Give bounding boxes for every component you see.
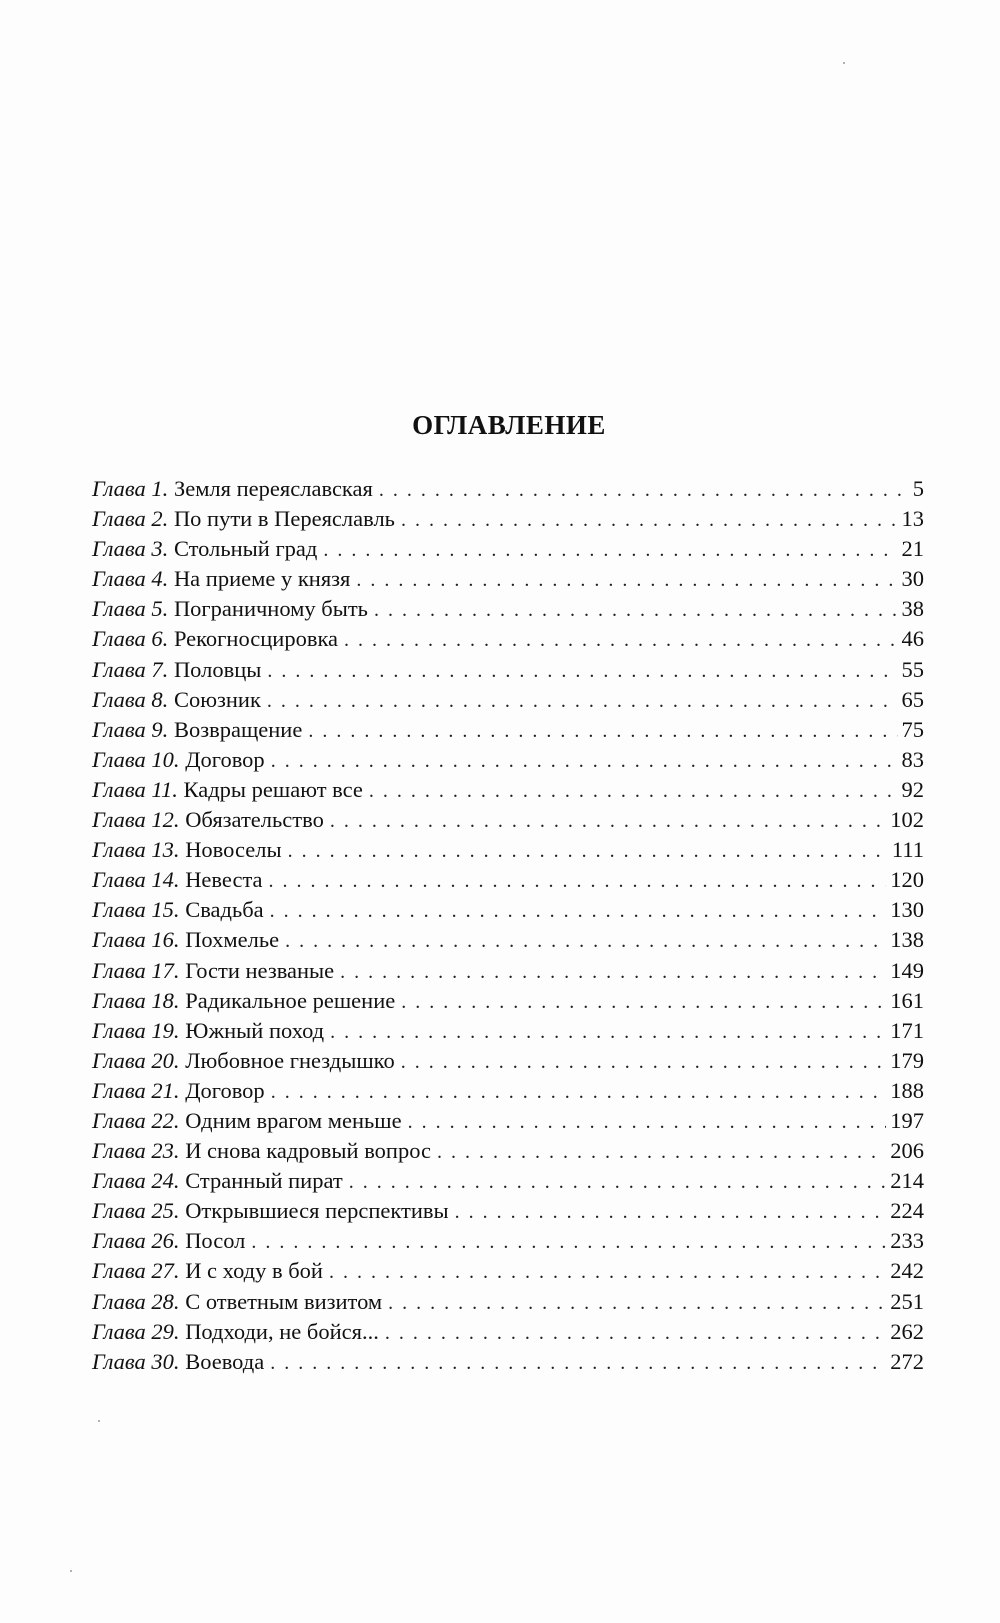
page-number: 251: [890, 1288, 924, 1314]
page-number: 75: [901, 716, 924, 742]
toc-entry-label: [92, 1226, 245, 1256]
chapter-title: И с ходу в бой: [185, 1258, 323, 1284]
dot-leader: [455, 1197, 887, 1227]
page-number: 242: [890, 1258, 924, 1284]
toc-entry: [92, 715, 924, 745]
chapter-title: Странный пират: [185, 1168, 343, 1194]
page-number: 92: [901, 776, 924, 802]
chapter-number: Глава 4.: [92, 566, 169, 592]
toc-entry-label: [92, 835, 282, 865]
scan-speck: [70, 1570, 72, 1572]
toc-entry: [92, 655, 924, 685]
dot-leader: [308, 716, 897, 746]
dot-leader: [356, 565, 897, 595]
chapter-number: Глава 16.: [92, 927, 180, 953]
chapter-title: Гости незваные: [185, 957, 335, 983]
toc-entry-label: [92, 1136, 431, 1166]
table-of-contents: [92, 474, 924, 1377]
toc-entry: [92, 1046, 924, 1076]
chapter-title: Договор: [185, 1077, 265, 1103]
page-number: 130: [890, 897, 924, 923]
page-number: 21: [901, 536, 924, 562]
toc-entry: [92, 835, 924, 865]
toc-entry: [92, 1347, 924, 1377]
toc-entry-label: [92, 685, 261, 715]
toc-entry-label: [92, 805, 324, 835]
toc-entry: [92, 1196, 924, 1226]
page-title: ОГЛАВЛЕНИЕ: [412, 410, 606, 441]
page-number: 65: [901, 686, 924, 712]
chapter-number: Глава 10.: [92, 746, 180, 772]
dot-leader: [271, 746, 898, 776]
chapter-title: Южный поход: [185, 1017, 325, 1043]
chapter-number: Глава 1.: [92, 476, 169, 501]
chapter-number: Глава 29.: [92, 1318, 180, 1344]
chapter-title: Одним врагом меньше: [185, 1107, 402, 1133]
toc-entry-label: [92, 1166, 343, 1196]
chapter-title: Подходи, не бойся...: [185, 1318, 379, 1344]
toc-entry: [92, 685, 924, 715]
toc-entry: [92, 474, 924, 504]
dot-leader: [385, 1318, 886, 1348]
dot-leader: [251, 1227, 886, 1257]
chapter-number: Глава 12.: [92, 807, 180, 833]
chapter-title: Рекогносцировка: [173, 626, 339, 652]
chapter-number: Глава 21.: [92, 1077, 180, 1103]
toc-entry-label: [92, 534, 317, 564]
toc-entry-label: [92, 1317, 379, 1347]
dot-leader: [401, 505, 898, 535]
toc-entry-label: [92, 1287, 382, 1317]
dot-leader: [330, 806, 886, 836]
toc-entry: [92, 986, 924, 1016]
chapter-title: Возвращение: [173, 716, 303, 742]
chapter-number: Глава 14.: [92, 867, 180, 893]
toc-entry-label: [92, 775, 363, 805]
toc-entry-label: [92, 1256, 323, 1286]
chapter-number: Глава 13.: [92, 837, 180, 863]
dot-leader: [270, 1348, 886, 1378]
chapter-title: Земля переяславская: [173, 476, 373, 501]
chapter-title: На приеме у князя: [173, 566, 351, 592]
dot-leader: [369, 776, 898, 806]
page-number: 171: [890, 1017, 924, 1043]
toc-entry-label: [92, 986, 395, 1016]
dot-leader: [288, 836, 888, 866]
chapter-title: Воевода: [185, 1348, 265, 1374]
chapter-title: Обязательство: [185, 807, 324, 833]
toc-entry-label: [92, 624, 338, 654]
chapter-title: Свадьба: [185, 897, 264, 923]
chapter-title: И снова кадровый вопрос: [185, 1138, 432, 1164]
page-number: 111: [891, 837, 924, 863]
chapter-number: Глава 18.: [92, 987, 180, 1013]
toc-entry: [92, 1106, 924, 1136]
toc-entry-label: [92, 655, 261, 685]
toc-entry-label: [92, 1076, 265, 1106]
page-number: 83: [901, 746, 924, 772]
dot-leader: [270, 896, 887, 926]
scan-speck: [98, 1420, 100, 1422]
toc-entry: [92, 865, 924, 895]
page-number: 55: [901, 656, 924, 682]
toc-entry-label: [92, 956, 334, 986]
chapter-title: Радикальное решение: [185, 987, 396, 1013]
toc-entry: [92, 1136, 924, 1166]
dot-leader: [401, 987, 886, 1017]
chapter-number: Глава 19.: [92, 1017, 180, 1043]
chapter-number: Глава 23.: [92, 1138, 180, 1164]
chapter-title: Кадры решают все: [183, 776, 363, 802]
dot-leader: [349, 1167, 887, 1197]
toc-entry: [92, 956, 924, 986]
chapter-number: Глава 26.: [92, 1228, 180, 1254]
chapter-number: Глава 8.: [92, 686, 169, 712]
dot-leader: [267, 686, 898, 716]
page-number: 5: [912, 476, 924, 501]
toc-entry: [92, 504, 924, 534]
toc-entry-label: [92, 865, 263, 895]
page-number: 46: [901, 626, 924, 652]
toc-entry: [92, 534, 924, 564]
dot-leader: [323, 535, 897, 565]
page-number: 206: [890, 1138, 924, 1164]
page-number: 262: [890, 1318, 924, 1344]
toc-entry: [92, 775, 924, 805]
chapter-title: Похмелье: [185, 927, 280, 953]
toc-entry: [92, 1226, 924, 1256]
page-number: 149: [890, 957, 924, 983]
dot-leader: [329, 1257, 886, 1287]
chapter-number: Глава 11.: [92, 776, 178, 802]
page-number: 38: [901, 596, 924, 622]
chapter-number: Глава 2.: [92, 506, 169, 532]
toc-entry: [92, 895, 924, 925]
dot-leader: [374, 595, 898, 625]
chapter-number: Глава 20.: [92, 1047, 180, 1073]
dot-leader: [344, 625, 897, 655]
toc-entry-label: [92, 1196, 449, 1226]
toc-entry: [92, 805, 924, 835]
page-number: 120: [890, 867, 924, 893]
page-number: 214: [890, 1168, 924, 1194]
chapter-title: Союзник: [173, 686, 261, 712]
chapter-title: Невеста: [185, 867, 263, 893]
chapter-title: Пограничному быть: [173, 596, 368, 622]
toc-entry-label: [92, 1046, 395, 1076]
chapter-number: Глава 24.: [92, 1168, 180, 1194]
chapter-number: Глава 25.: [92, 1198, 180, 1224]
toc-entry: [92, 1016, 924, 1046]
chapter-title: Новоселы: [185, 837, 282, 863]
toc-entry-label: [92, 564, 350, 594]
toc-entry-label: [92, 925, 279, 955]
scan-speck: [843, 62, 845, 64]
page-number: 197: [890, 1107, 924, 1133]
chapter-title: Половцы: [173, 656, 262, 682]
chapter-title: Открывшиеся перспективы: [185, 1198, 449, 1224]
toc-entry-label: [92, 504, 395, 534]
chapter-number: Глава 7.: [92, 656, 169, 682]
toc-entry: [92, 1287, 924, 1317]
toc-entry: [92, 1256, 924, 1286]
chapter-number: Глава 5.: [92, 596, 169, 622]
chapter-number: Глава 15.: [92, 897, 180, 923]
dot-leader: [271, 1077, 887, 1107]
toc-entry: [92, 594, 924, 624]
chapter-number: Глава 6.: [92, 626, 169, 652]
toc-entry: [92, 925, 924, 955]
dot-leader: [267, 656, 897, 686]
page-number: 102: [890, 807, 924, 833]
chapter-title: Любовное гнездышко: [185, 1047, 395, 1073]
toc-entry-label: [92, 895, 264, 925]
toc-entry: [92, 1317, 924, 1347]
dot-leader: [388, 1288, 886, 1318]
page-number: 30: [901, 566, 924, 592]
toc-entry-label: [92, 594, 368, 624]
dot-leader: [285, 926, 886, 956]
chapter-number: Глава 27.: [92, 1258, 180, 1284]
toc-entry-label: [92, 745, 265, 775]
toc-entry-label: [92, 1106, 402, 1136]
toc-entry: [92, 745, 924, 775]
dot-leader: [340, 957, 886, 987]
dot-leader: [401, 1047, 887, 1077]
toc-entry-label: [92, 1347, 264, 1377]
toc-entry: [92, 1166, 924, 1196]
chapter-number: Глава 17.: [92, 957, 180, 983]
chapter-number: Глава 22.: [92, 1107, 180, 1133]
chapter-number: Глава 28.: [92, 1288, 180, 1314]
page-number: 272: [890, 1348, 924, 1374]
page-number: 13: [901, 506, 924, 532]
dot-leader: [408, 1107, 887, 1137]
page-number: 161: [890, 987, 924, 1013]
toc-entry-label: [92, 1016, 324, 1046]
chapter-number: Глава 9.: [92, 716, 169, 742]
toc-entry: [92, 624, 924, 654]
page-number: 179: [890, 1047, 924, 1073]
dot-leader: [379, 475, 909, 505]
chapter-number: Глава 3.: [92, 536, 169, 562]
toc-entry-label: [92, 474, 373, 504]
page-number: 224: [890, 1198, 924, 1224]
page-number: 138: [890, 927, 924, 953]
dot-leader: [437, 1137, 886, 1167]
toc-entry-label: [92, 715, 302, 745]
dot-leader: [330, 1017, 886, 1047]
page-number: 188: [890, 1077, 924, 1103]
chapter-title: Договор: [185, 746, 265, 772]
chapter-number: Глава 30.: [92, 1348, 180, 1374]
chapter-title: Стольный град: [173, 536, 318, 562]
page-number: 233: [890, 1228, 924, 1254]
chapter-title: По пути в Переяславль: [173, 506, 395, 532]
toc-entry: [92, 1076, 924, 1106]
dot-leader: [269, 866, 887, 896]
chapter-title: Посол: [185, 1228, 246, 1254]
toc-entry: [92, 564, 924, 594]
chapter-title: С ответным визитом: [185, 1288, 383, 1314]
